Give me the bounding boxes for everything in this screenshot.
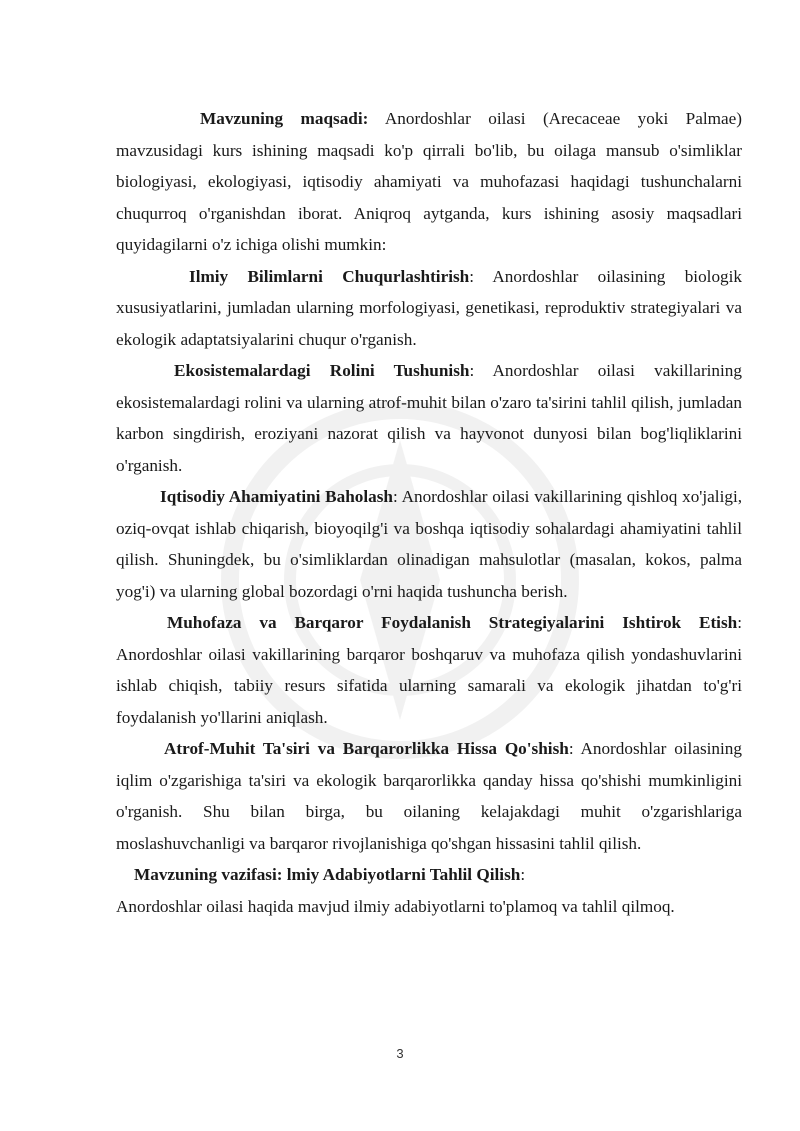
paragraph-heading: Atrof-Muhit Ta'siri va Barqarorlikka Hissa Qo'shish (164, 739, 569, 758)
paragraph-heading: Iqtisodiy Ahamiyatini Baholash (160, 487, 393, 506)
paragraph-heading: Mavzuning vazifasi: lmiy Adabiyotlarni Tahlil Qilish (134, 865, 521, 884)
paragraph-ecosystem-role (116, 355, 742, 481)
paragraph-text: : Anordoshlar oilasining iqlim o'zgarishiga ta'siri va ekologik barqarorlikka qanday hissa qo'shishi mumkinligini o'rganish. Shu bilan birga, bu oilaning kelajakdagi muhit o'zgarishlariga moslashuvchanligi va barqaror rivojlanishiga qo'shgan hissasini tahlil qilish. (116, 739, 742, 853)
paragraph-environmental-impact (116, 733, 742, 859)
paragraph-task-heading (116, 859, 742, 891)
paragraph-heading: Mavzuning maqsadi: (200, 109, 369, 128)
paragraph-text: : (520, 865, 526, 884)
paragraph-text: : Anordoshlar oilasining biologik xususiyatlarini, jumladan ularning morfologiyasi, genetikasi, reproduktiv strategiyalari va ekologik adaptatsiyalarini chuqur o'rganish. (116, 266, 742, 349)
document-body (116, 103, 742, 922)
paragraph-heading: Ekosistemalardagi Rolini Tushunish (174, 361, 470, 380)
paragraph-conservation (116, 607, 742, 733)
paragraph-purpose (116, 103, 742, 261)
paragraph-text: Anordoshlar oilasi haqida mavjud ilmiy adabiyotlarni to'plamoq va tahlil qilmoq. (116, 896, 675, 916)
paragraph-text: Anordoshlar oilasi (Arecaceae yoki Palmae) mavzusidagi kurs ishining maqsadi ko'p qirrali bo'lib, bu oilaga mansub o'simliklar biologiyasi, ekologiyasi, iqtisodiy ahamiyati va muhofazasi haqidagi tushunchalarni chuqurroq o'rganishdan iborat. Aniqroq aytganda, kurs ishining asosiy maqsadlari quyidagilarni o'z ichiga olishi mumkin: (116, 109, 742, 254)
paragraph-text: : Anordoshlar oilasi vakillarining ekosistemalardagi rolini va ularning atrof-muhit bilan o'zaro ta'sirini tahlil qilish, jumladan karbon singdirish, eroziyani nazorat qilish va hayvonot dunyosi bilan bog'liqliklarini o'rganish. (116, 361, 742, 475)
paragraph-text: : Anordoshlar oilasi vakillarining barqaror boshqaruv va muhofaza qilish yondashuvlarini ishlab chiqish, tabiiy resurs sifatida ularning samarali va ekologik jihatdan to'g'ri foydalanish yo'llarini aniqlash. (116, 613, 742, 727)
page-number: 3 (396, 1046, 404, 1061)
paragraph-text: : Anordoshlar oilasi vakillarining qishloq xo'jaligi, oziq-ovqat ishlab chiqarish, bioyoqilg'i va boshqa iqtisodiy sohalardagi ahamiyatini tahlil qilish. Shuningdek, bu o'simliklardan olinadigan mahsulotlar (masalan, kokos, palma yog'i) va ularning global bozordagi o'rni haqida tushuncha berish. (116, 487, 743, 601)
paragraph-task-text (116, 891, 742, 923)
paragraph-heading: Ilmiy Bilimlarni Chuqurlashtirish (189, 266, 470, 286)
paragraph-heading: Muhofaza va Barqaror Foydalanish Strategiyalarini Ishtirok Etish (167, 613, 738, 632)
paragraph-scientific-knowledge (116, 261, 742, 356)
paragraph-economic-importance (116, 481, 742, 607)
